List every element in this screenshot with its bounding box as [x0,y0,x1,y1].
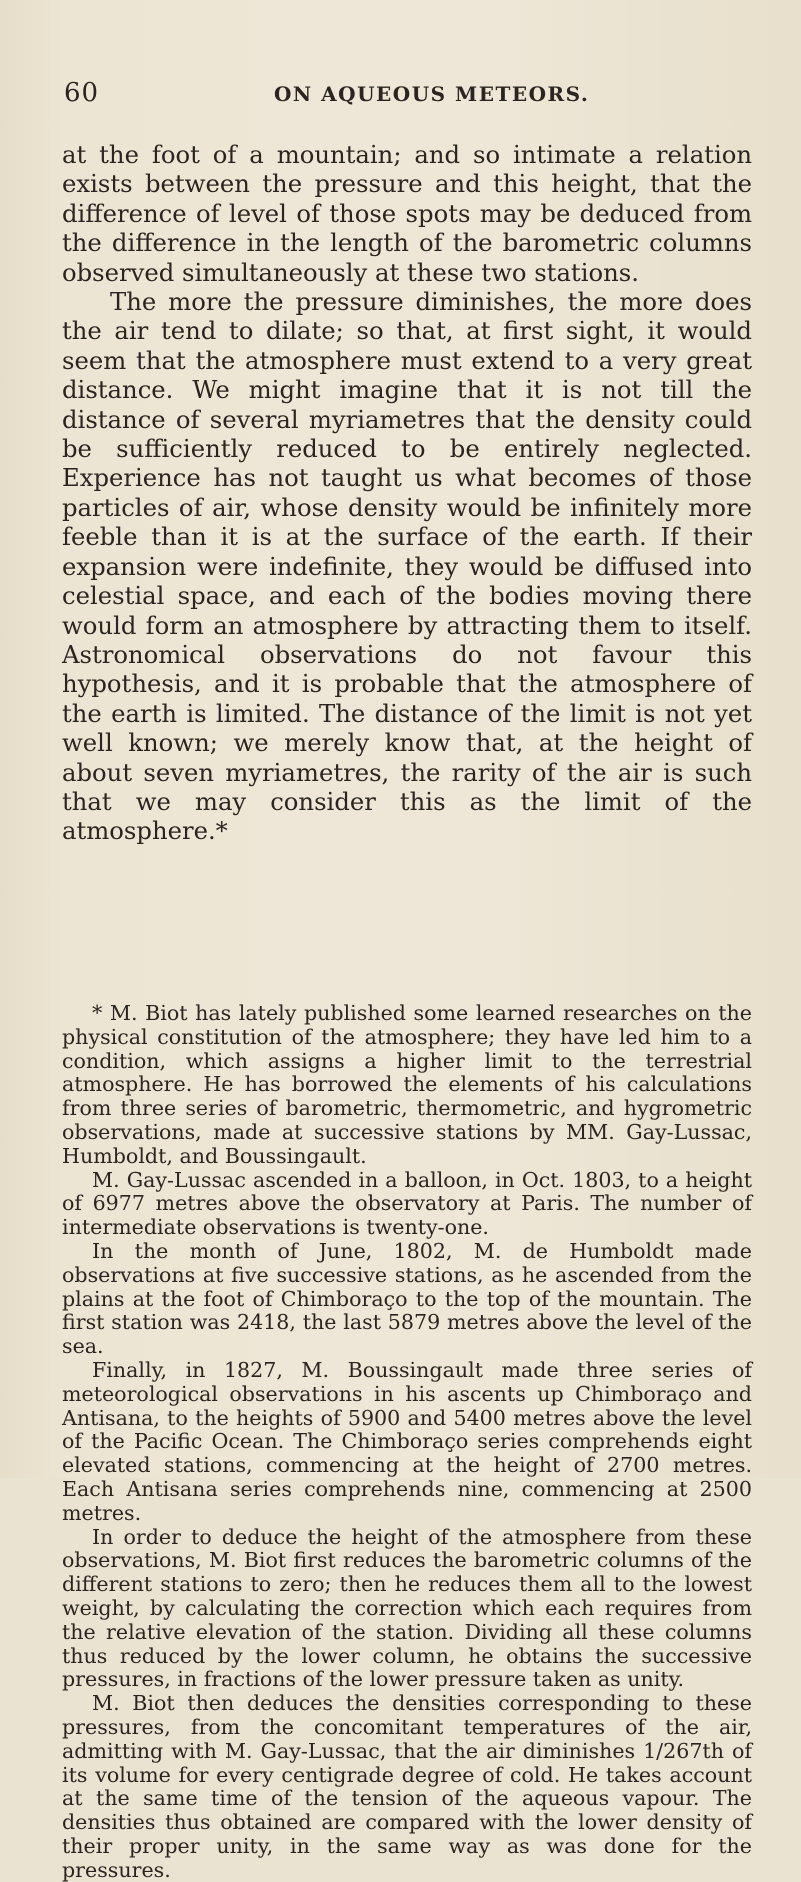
main-text [62,140,752,846]
page-number: 60 [64,78,100,108]
footnote-boussingault: Finally, in 1827, M. Boussingault made three series of meteorological observations in his ascents up Chimboraço and Antisana, to the heights of 5900 and 5400 metres above the level of the Pacific Ocean. The Chimboraço series comprehends eight elevated stations, commencing at the height of 2700 metres. Each Antisana series comprehends nine, commencing at 2500 metres. [62,1357,752,1525]
page-header [64,78,744,108]
footnote-method: In order to deduce the height of the atmosphere from these observations, M. Biot first reduces the barometric columns of the different stations to zero; then he reduces them all to the lowest weight, by calculating the correction which each requires from the relative elevation of the station. Dividing all these columns thus reduced by the lower column, he obtains the successive pressures, in fractions of the lower pressure taken as unity. [62,1524,752,1692]
footnote-gay-lussac: M. Gay-Lussac ascended in a balloon, in Oct. 1803, to a height of 6977 metres above the observatory at Paris. The number of intermediate observations is twenty-one. [62,1167,752,1240]
footnote-densities: M. Biot then deduces the densities corresponding to these pressures, from the concomitant temperatures of the air, admitting with M. Gay-Lussac, that the air diminishes 1/267th of its volume for every centigrade degree of cold. He takes account at the same time of the tension of the aqueous vapour. The densities thus obtained are compared with the lower density of their proper unity, in the same way as was done for the pressures. [62,1691,752,1882]
footnotes [62,1002,752,1882]
paragraph-atmosphere: The more the pressure diminishes, the more does the air tend to dilate; so that, at first sight, it would seem that the atmosphere must extend to a very great distance. We might imagine that it is not till the distance of several myriametres that the density could be sufficiently reduced to be entirely neglected. Experience has not taught us what becomes of those particles of air, whose density would be infinitely more feeble than it is at the surface of the earth. If their expansion were indefinite, they would be diffused into celestial space, and each of the bodies moving there would form an atmosphere by attracting them to itself. Astronomical observations do not favour this hypothesis, and it is probable that the atmosphere of the earth is limited. The distance of the limit is not yet well known; we merely know that, at the height of about seven myriametres, the rarity of the air is such that we may consider this as the limit of the atmosphere.* [62,287,752,846]
running-head: ON AQUEOUS METEORS. [274,82,590,106]
footnote-biot: * M. Biot has lately published some learned researches on the physical constitution of the atmosphere; they have led him to a condition, which assigns a higher limit to the terrestrial atmosphere. He has borrowed the elements of his calculations from three series of barometric, thermometric, and hygrometric observations, made at successive stations by MM. Gay-Lussac, Humboldt, and Boussingault. [62,1001,752,1168]
footnote-humboldt: In the month of June, 1802, M. de Humboldt made observations at five successive stations, as he ascended from the plains at the foot of Chimboraço to the top of the mountain. The first station was 2418, the last 5879 metres above the level of the sea. [62,1238,752,1359]
paragraph-continued: at the foot of a mountain; and so intimate a relation exists between the pressure and this height, that the difference of level of those spots may be deduced from the difference in the length of the barometric columns observed simultaneously at these two stations. [62,140,752,287]
